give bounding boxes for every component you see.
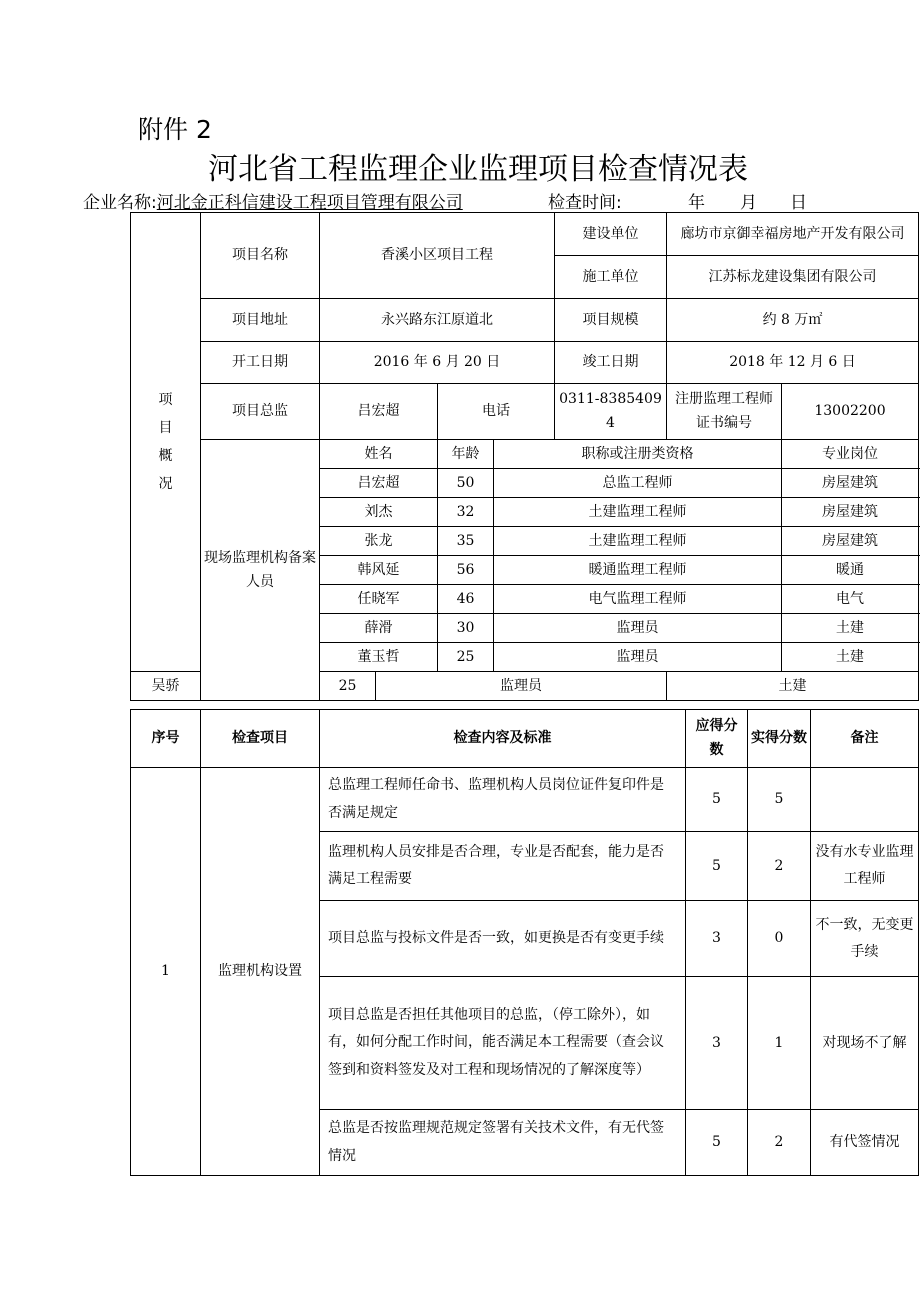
- staff-title: 监理员: [616, 619, 659, 636]
- staff-age: 30: [438, 614, 494, 642]
- staff-info: [438, 556, 782, 585]
- company-line: [83, 188, 463, 213]
- staff-post: 土建: [782, 643, 919, 672]
- staff-info: [438, 614, 782, 643]
- staff-name: 董玉哲: [320, 643, 438, 672]
- staff-name: 张龙: [320, 527, 438, 556]
- staff-header-group: [438, 440, 782, 469]
- director-label: 项目总监: [201, 384, 320, 440]
- header-item: 检查项目: [201, 710, 320, 768]
- address-value: 永兴路东江原道北: [320, 299, 555, 342]
- header-no: 序号: [131, 710, 201, 768]
- staff-title: 总监工程师: [602, 474, 673, 491]
- check-due-score: 5: [686, 1110, 748, 1176]
- staff-post: 房屋建筑: [782, 498, 919, 527]
- staff-info: [438, 643, 782, 672]
- inspection-month-label: 月: [740, 193, 757, 213]
- inspection-day-label: 日: [790, 193, 807, 213]
- address-label: 项目地址: [201, 299, 320, 342]
- check-note: 不一致，无变更手续: [811, 901, 919, 977]
- staff-name: 薛滑: [320, 614, 438, 643]
- staff-section-label: 现场监理机构备案人员: [201, 440, 320, 701]
- inspection-checks-table: [130, 709, 919, 1176]
- staff-header-post: 专业岗位: [782, 440, 919, 469]
- inspection-year-label: 年: [688, 193, 705, 213]
- start-date-value: 2016 年 6 月 20 日: [320, 342, 555, 384]
- header-content: 检查内容及标准: [320, 710, 686, 768]
- staff-age: 32: [438, 498, 494, 526]
- check-actual-score: 1: [748, 977, 811, 1110]
- contractor-label: 施工单位: [555, 256, 667, 299]
- check-due-score: 3: [686, 977, 748, 1110]
- staff-info: [438, 585, 782, 614]
- staff-title: 监理员: [616, 648, 659, 665]
- staff-name: 任晓军: [320, 585, 438, 614]
- end-date-value: 2018 年 12 月 6 日: [667, 342, 919, 384]
- overview-section-label: 项 目 概 况: [131, 213, 201, 672]
- staff-info: [438, 469, 782, 498]
- staff-name: 韩风延: [320, 556, 438, 585]
- scale-label: 项目规模: [555, 299, 667, 342]
- staff-name: 刘杰: [320, 498, 438, 527]
- contractor-value: 江苏标龙建设集团有限公司: [667, 256, 919, 299]
- staff-info: [438, 498, 782, 527]
- check-due-score: 5: [686, 832, 748, 901]
- staff-age: 35: [438, 527, 494, 555]
- start-date-label: 开工日期: [201, 342, 320, 384]
- staff-header-name: 姓名: [320, 440, 438, 469]
- check-actual-score: 2: [748, 1110, 811, 1176]
- staff-title: 监理员: [500, 677, 542, 694]
- builder-value: 廊坊市京御幸福房地产开发有限公司: [667, 213, 919, 256]
- staff-age: 56: [438, 556, 494, 584]
- end-date-label: 竣工日期: [555, 342, 667, 384]
- check-content: 总监理工程师任命书、监理机构人员岗位证件复印件是否满足规定: [320, 768, 686, 832]
- header-due-score: 应得分数: [686, 710, 748, 768]
- staff-name: 吕宏超: [320, 469, 438, 498]
- check-actual-score: 5: [748, 768, 811, 832]
- check-due-score: 3: [686, 901, 748, 977]
- company-name: 河北金正科信建设工程项目管理有限公司: [156, 193, 463, 213]
- staff-age: 46: [438, 585, 494, 613]
- staff-title: 暖通监理工程师: [588, 561, 687, 578]
- check-note: 没有水专业监理工程师: [811, 832, 919, 901]
- director-value: 吕宏超: [320, 384, 438, 440]
- staff-name: 吴骄: [131, 672, 201, 701]
- phone-label: 电话: [438, 384, 555, 440]
- staff-title: 电气监理工程师: [588, 590, 687, 607]
- check-content: 监理机构人员安排是否合理，专业是否配套，能力是否满足工程需要: [320, 832, 686, 901]
- scale-value: 约 8 万㎡: [667, 299, 919, 342]
- phone-value: 0311-83854094: [555, 384, 667, 440]
- check-note: 有代签情况: [811, 1110, 919, 1176]
- staff-post: 电气: [782, 585, 919, 614]
- project-overview-table: [130, 212, 919, 701]
- staff-title: 土建监理工程师: [588, 532, 687, 549]
- inspection-time-label: 检查时间:: [548, 193, 622, 213]
- company-label: 企业名称:: [83, 193, 157, 213]
- staff-info: [320, 672, 667, 701]
- staff-post: 房屋建筑: [782, 527, 919, 556]
- attachment-label: 附件 2: [138, 115, 212, 144]
- cert-value: 13002200: [782, 384, 919, 440]
- check-content: 项目总监与投标文件是否一致，如更换是否有变更手续: [320, 901, 686, 977]
- staff-post: 土建: [782, 614, 919, 643]
- project-name-value: 香溪小区项目工程: [320, 213, 555, 299]
- cert-label: 注册监理工程师证书编号: [667, 384, 782, 440]
- check-actual-score: 0: [748, 901, 811, 977]
- header-note: 备注: [811, 710, 919, 768]
- group-no: 1: [131, 768, 201, 1176]
- staff-header-title: 职称或注册类资格: [581, 445, 694, 462]
- staff-age: 25: [438, 643, 494, 671]
- check-content: 总监是否按监理规范规定签署有关技术文件，有无代签情况: [320, 1110, 686, 1176]
- group-item: 监理机构设置: [201, 768, 320, 1176]
- staff-post: 房屋建筑: [782, 469, 919, 498]
- check-note: [811, 768, 919, 832]
- staff-title: 土建监理工程师: [588, 503, 687, 520]
- staff-age: 25: [320, 672, 376, 700]
- check-actual-score: 2: [748, 832, 811, 901]
- staff-post: 暖通: [782, 556, 919, 585]
- staff-header-age: 年龄: [438, 440, 494, 468]
- staff-age: 50: [438, 469, 494, 497]
- page-title: 河北省工程监理企业监理项目检查情况表: [208, 152, 748, 187]
- check-note: 对现场不了解: [811, 977, 919, 1110]
- check-due-score: 5: [686, 768, 748, 832]
- builder-label: 建设单位: [555, 213, 667, 256]
- staff-post: 土建: [667, 672, 919, 701]
- header-actual-score: 实得分数: [748, 710, 811, 768]
- staff-info: [438, 527, 782, 556]
- project-name-label: 项目名称: [201, 213, 320, 299]
- table-row: [131, 768, 919, 832]
- check-content: 项目总监是否担任其他项目的总监，（停工除外），如有，如何分配工作时间，能否满足本工程需要（查会议签到和资料签发及对工程和现场情况的了解深度等）: [320, 977, 686, 1110]
